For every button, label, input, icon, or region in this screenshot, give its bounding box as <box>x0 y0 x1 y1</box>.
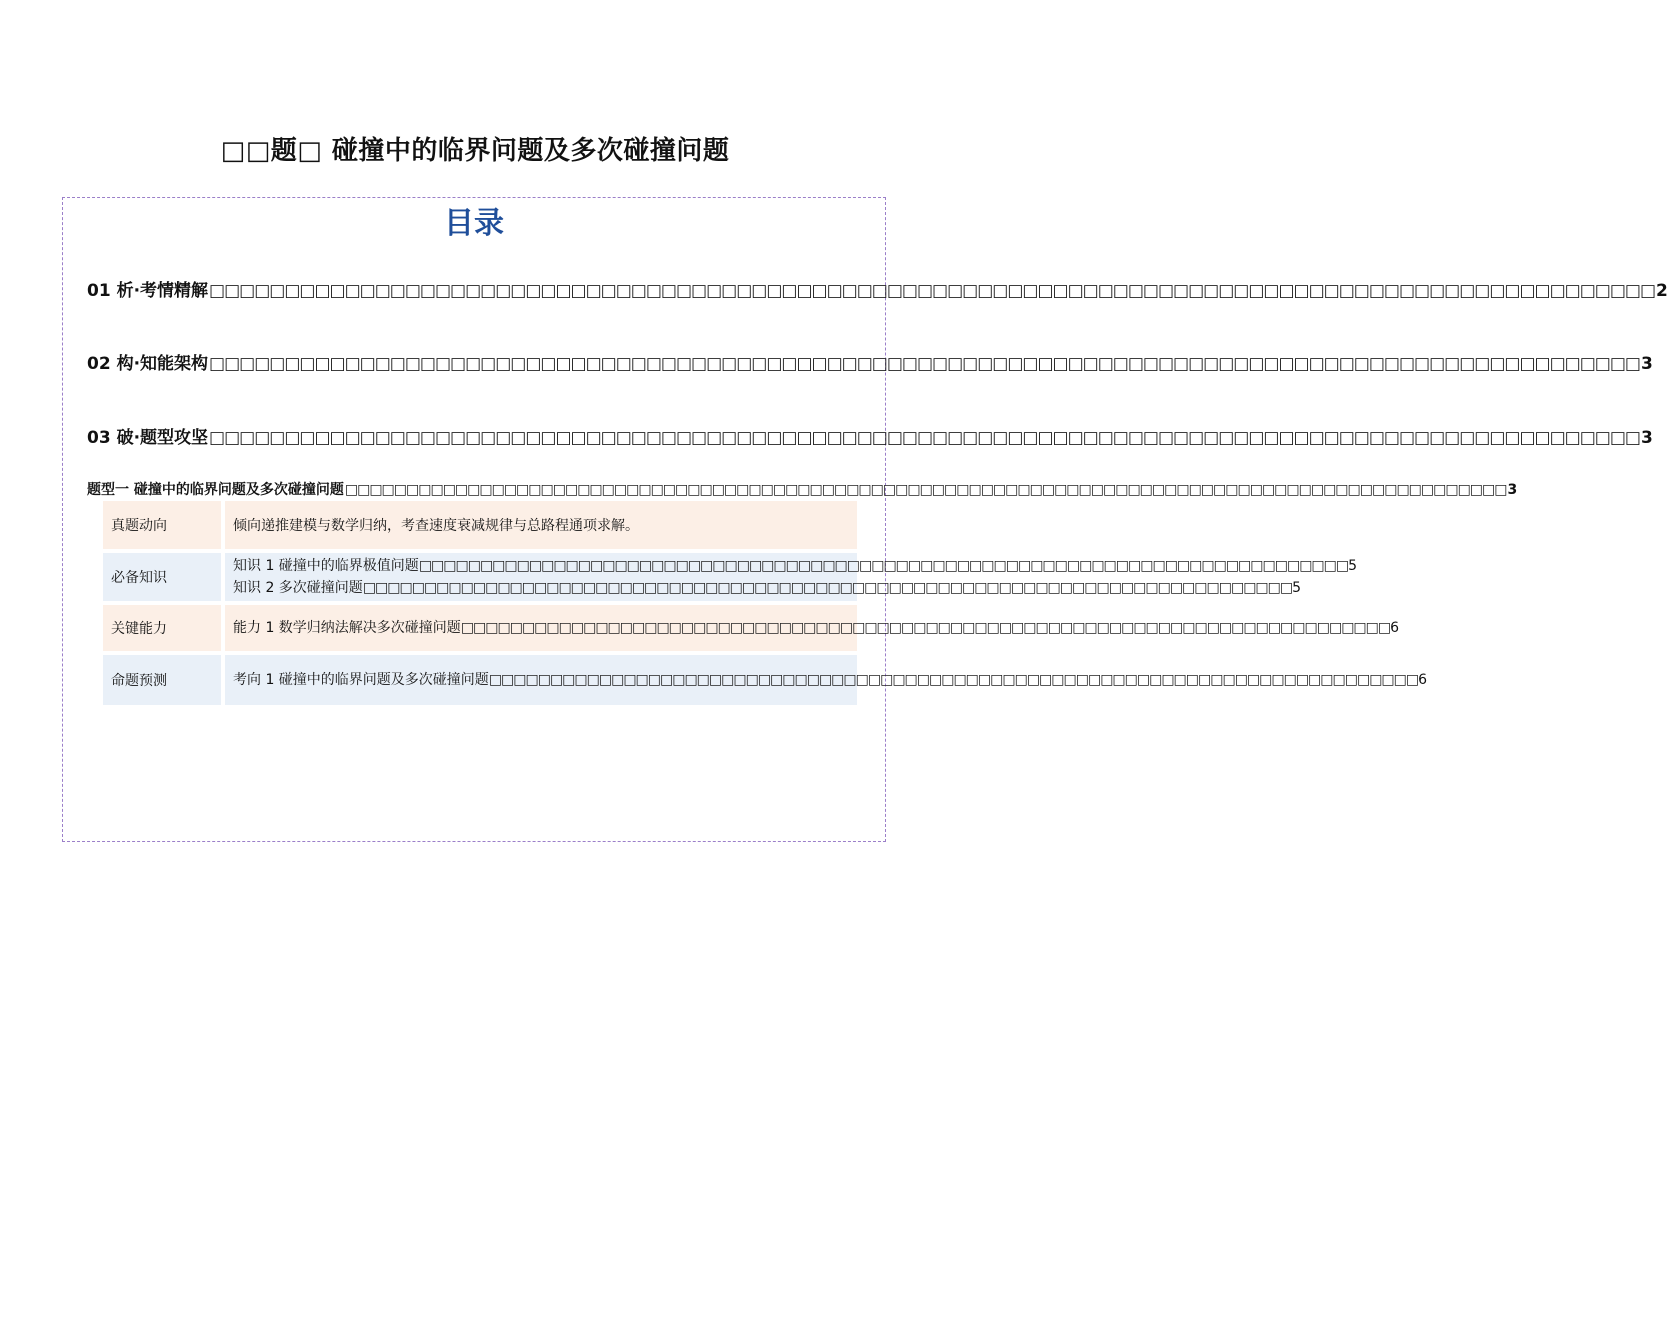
toc-leader: □□□□□□□□□□□□□□□□□□□□□□□□□□□□□□□□□□□□□□□□□□□□□□□□□□□□□□□□□□□□□□□□□□□□□□□□□□□□ <box>418 558 1349 574</box>
toc-entry-page: 2 <box>1656 281 1668 301</box>
table-category-cell <box>103 501 221 549</box>
toc-item[interactable] <box>233 669 1428 691</box>
toc-item-page: 5 <box>1348 558 1358 574</box>
toc-entry[interactable] <box>87 349 1653 374</box>
toc-sub-entry[interactable] <box>87 479 1518 499</box>
toc-box <box>62 197 1668 842</box>
category-label: 真题动向 <box>111 518 167 534</box>
toc-leader: □□□□□□□□□□□□□□□□□□□□□□□□□□□□□□□□□□□□□□□□□□□□□□□□□□□□□□□□□□□□□□□□□□□□□□□□□□□□□□□□□□□□□□□□□□□□□□□ <box>344 482 1507 498</box>
trend-text: 倾向递推建模与数学归纳，考查速度衰减规律与总路程通项求解。 <box>233 518 639 534</box>
toc-leader: □□□□□□□□□□□□□□□□□□□□□□□□□□□□□□□□□□□□□□□□□□□□□□□□□□□□□□□□□□□□□□□□□□□□□□□□□□□□ <box>362 580 1293 596</box>
category-label: 必备知识 <box>111 570 167 586</box>
table-category-cell <box>103 605 221 651</box>
table-content-cell <box>225 655 1428 705</box>
toc-item[interactable] <box>233 555 1358 577</box>
toc-item-label: 知识 2 多次碰撞问题 <box>233 580 363 596</box>
toc-entry[interactable] <box>87 276 1668 301</box>
toc-entry-page: 3 <box>1640 428 1653 448</box>
toc-leader: □□□□□□□□□□□□□□□□□□□□□□□□□□□□□□□□□□□□□□□□□□□□□□□□□□□□□□□□□□□□□□□□□□□□□□□□□□□□□□□□□□□□□□□□□□□□□□□ <box>209 354 1640 374</box>
toc-item-label: 知识 1 碰撞中的临界极值问题 <box>233 558 419 574</box>
table-content-cell <box>225 501 857 549</box>
category-label: 命题预测 <box>111 673 167 689</box>
toc-sub-entry-page: 3 <box>1507 482 1518 498</box>
toc-entry-page: 3 <box>1640 354 1653 374</box>
toc-leader: □□□□□□□□□□□□□□□□□□□□□□□□□□□□□□□□□□□□□□□□□□□□□□□□□□□□□□□□□□□□□□□□□□□□□□□□□□□□□□□□□□□□□□□□□□□□□□□ <box>209 428 1640 448</box>
toc-leader: □□□□□□□□□□□□□□□□□□□□□□□□□□□□□□□□□□□□□□□□□□□□□□□□□□□□□□□□□□□□□□□□□□□□□□□□□□□□ <box>488 672 1419 688</box>
toc-entry-label: 02 构·知能架构 <box>87 354 209 374</box>
table-category-cell <box>103 655 221 705</box>
toc-entry-label: 01 析·考情精解 <box>87 281 209 301</box>
toc-item-page: 6 <box>1418 672 1428 688</box>
toc-item-page: 6 <box>1390 620 1400 636</box>
toc-entry[interactable] <box>87 423 1653 448</box>
document-title: □□题□ 碰撞中的临界问题及多次碰撞问题 <box>220 136 730 166</box>
table-category-cell <box>103 553 221 601</box>
toc-item[interactable] <box>233 577 1302 599</box>
table-content-cell <box>225 605 1400 651</box>
toc-sub-entry-label: 题型一 碰撞中的临界问题及多次碰撞问题 <box>87 482 344 498</box>
category-label: 关键能力 <box>111 621 167 637</box>
toc-entry-label: 03 破·题型攻坚 <box>87 428 209 448</box>
table-content-cell <box>225 553 1358 601</box>
toc-leader: □□□□□□□□□□□□□□□□□□□□□□□□□□□□□□□□□□□□□□□□□□□□□□□□□□□□□□□□□□□□□□□□□□□□□□□□□□□□□□□□□□□□□□□□□□□□□□□□ <box>209 281 1655 301</box>
toc-heading: 目录 <box>444 206 504 241</box>
toc-item-page: 5 <box>1292 580 1302 596</box>
toc-table <box>103 501 1428 705</box>
toc-item-label: 考向 1 碰撞中的临界问题及多次碰撞问题 <box>233 672 489 688</box>
toc-item-label: 能力 1 数学归纳法解决多次碰撞问题 <box>233 620 461 636</box>
toc-item[interactable] <box>233 617 1400 639</box>
toc-leader: □□□□□□□□□□□□□□□□□□□□□□□□□□□□□□□□□□□□□□□□□□□□□□□□□□□□□□□□□□□□□□□□□□□□□□□□□□□□ <box>460 620 1391 636</box>
